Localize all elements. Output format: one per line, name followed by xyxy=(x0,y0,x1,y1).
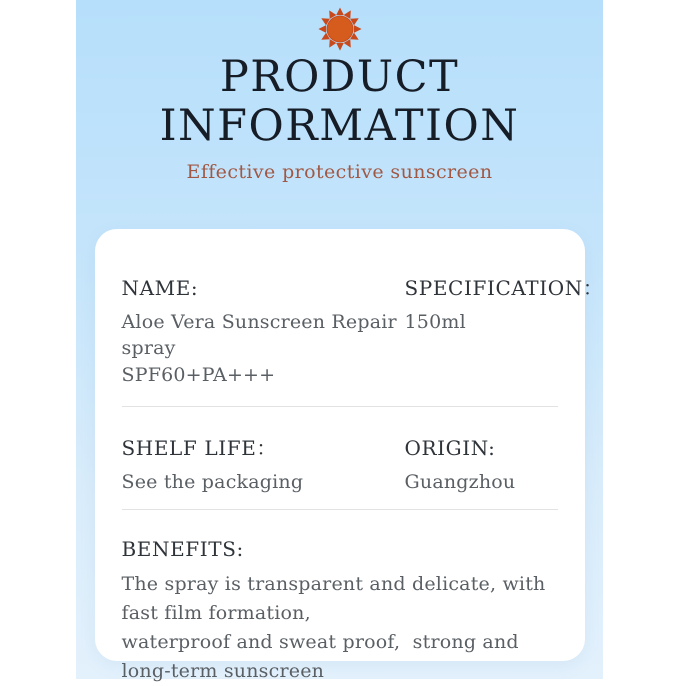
divider xyxy=(122,509,558,510)
field-name-value-line1: Aloe Vera Sunscreen Repair spray xyxy=(121,311,404,360)
header xyxy=(76,0,603,183)
page-title-line1: PRODUCT xyxy=(219,52,460,102)
field-shelf-life-value: See the packaging xyxy=(121,470,304,493)
field-specification-label: SPECIFICATION： xyxy=(404,276,604,301)
row-name-specification xyxy=(121,275,604,388)
field-name-label: NAME: xyxy=(121,276,199,301)
field-benefits xyxy=(122,536,558,686)
sun-icon xyxy=(317,6,363,52)
row-shelflife-origin xyxy=(122,435,558,495)
field-benefits-line2: waterproof and sweat proof, strong and long-term sunscreen xyxy=(121,630,525,682)
field-name-value-line2: SPF60+PA+++ xyxy=(121,363,276,386)
field-specification-value: 150ml xyxy=(404,311,466,334)
info-card xyxy=(95,229,604,682)
field-origin-label: ORIGIN: xyxy=(404,435,496,460)
page-subtitle: Effective protective sunscreen xyxy=(186,161,493,184)
blue-gradient-panel xyxy=(76,0,604,682)
field-benefits-value xyxy=(122,570,558,686)
divider xyxy=(122,406,558,407)
page-title xyxy=(160,53,520,150)
field-specification xyxy=(405,275,604,388)
page-title-line2: INFORMATION xyxy=(159,100,520,151)
field-origin-value: Guangzhou xyxy=(404,470,516,493)
field-benefits-line1: The spray is transparent and delicate, with fast film formation, xyxy=(121,573,552,624)
field-name-value xyxy=(122,309,405,388)
field-benefits-label: BENEFITS: xyxy=(121,537,244,562)
field-shelf-life xyxy=(122,435,405,495)
field-name xyxy=(122,275,405,388)
field-shelf-life-label: SHELF LIFE： xyxy=(121,435,278,460)
field-origin xyxy=(405,435,558,495)
